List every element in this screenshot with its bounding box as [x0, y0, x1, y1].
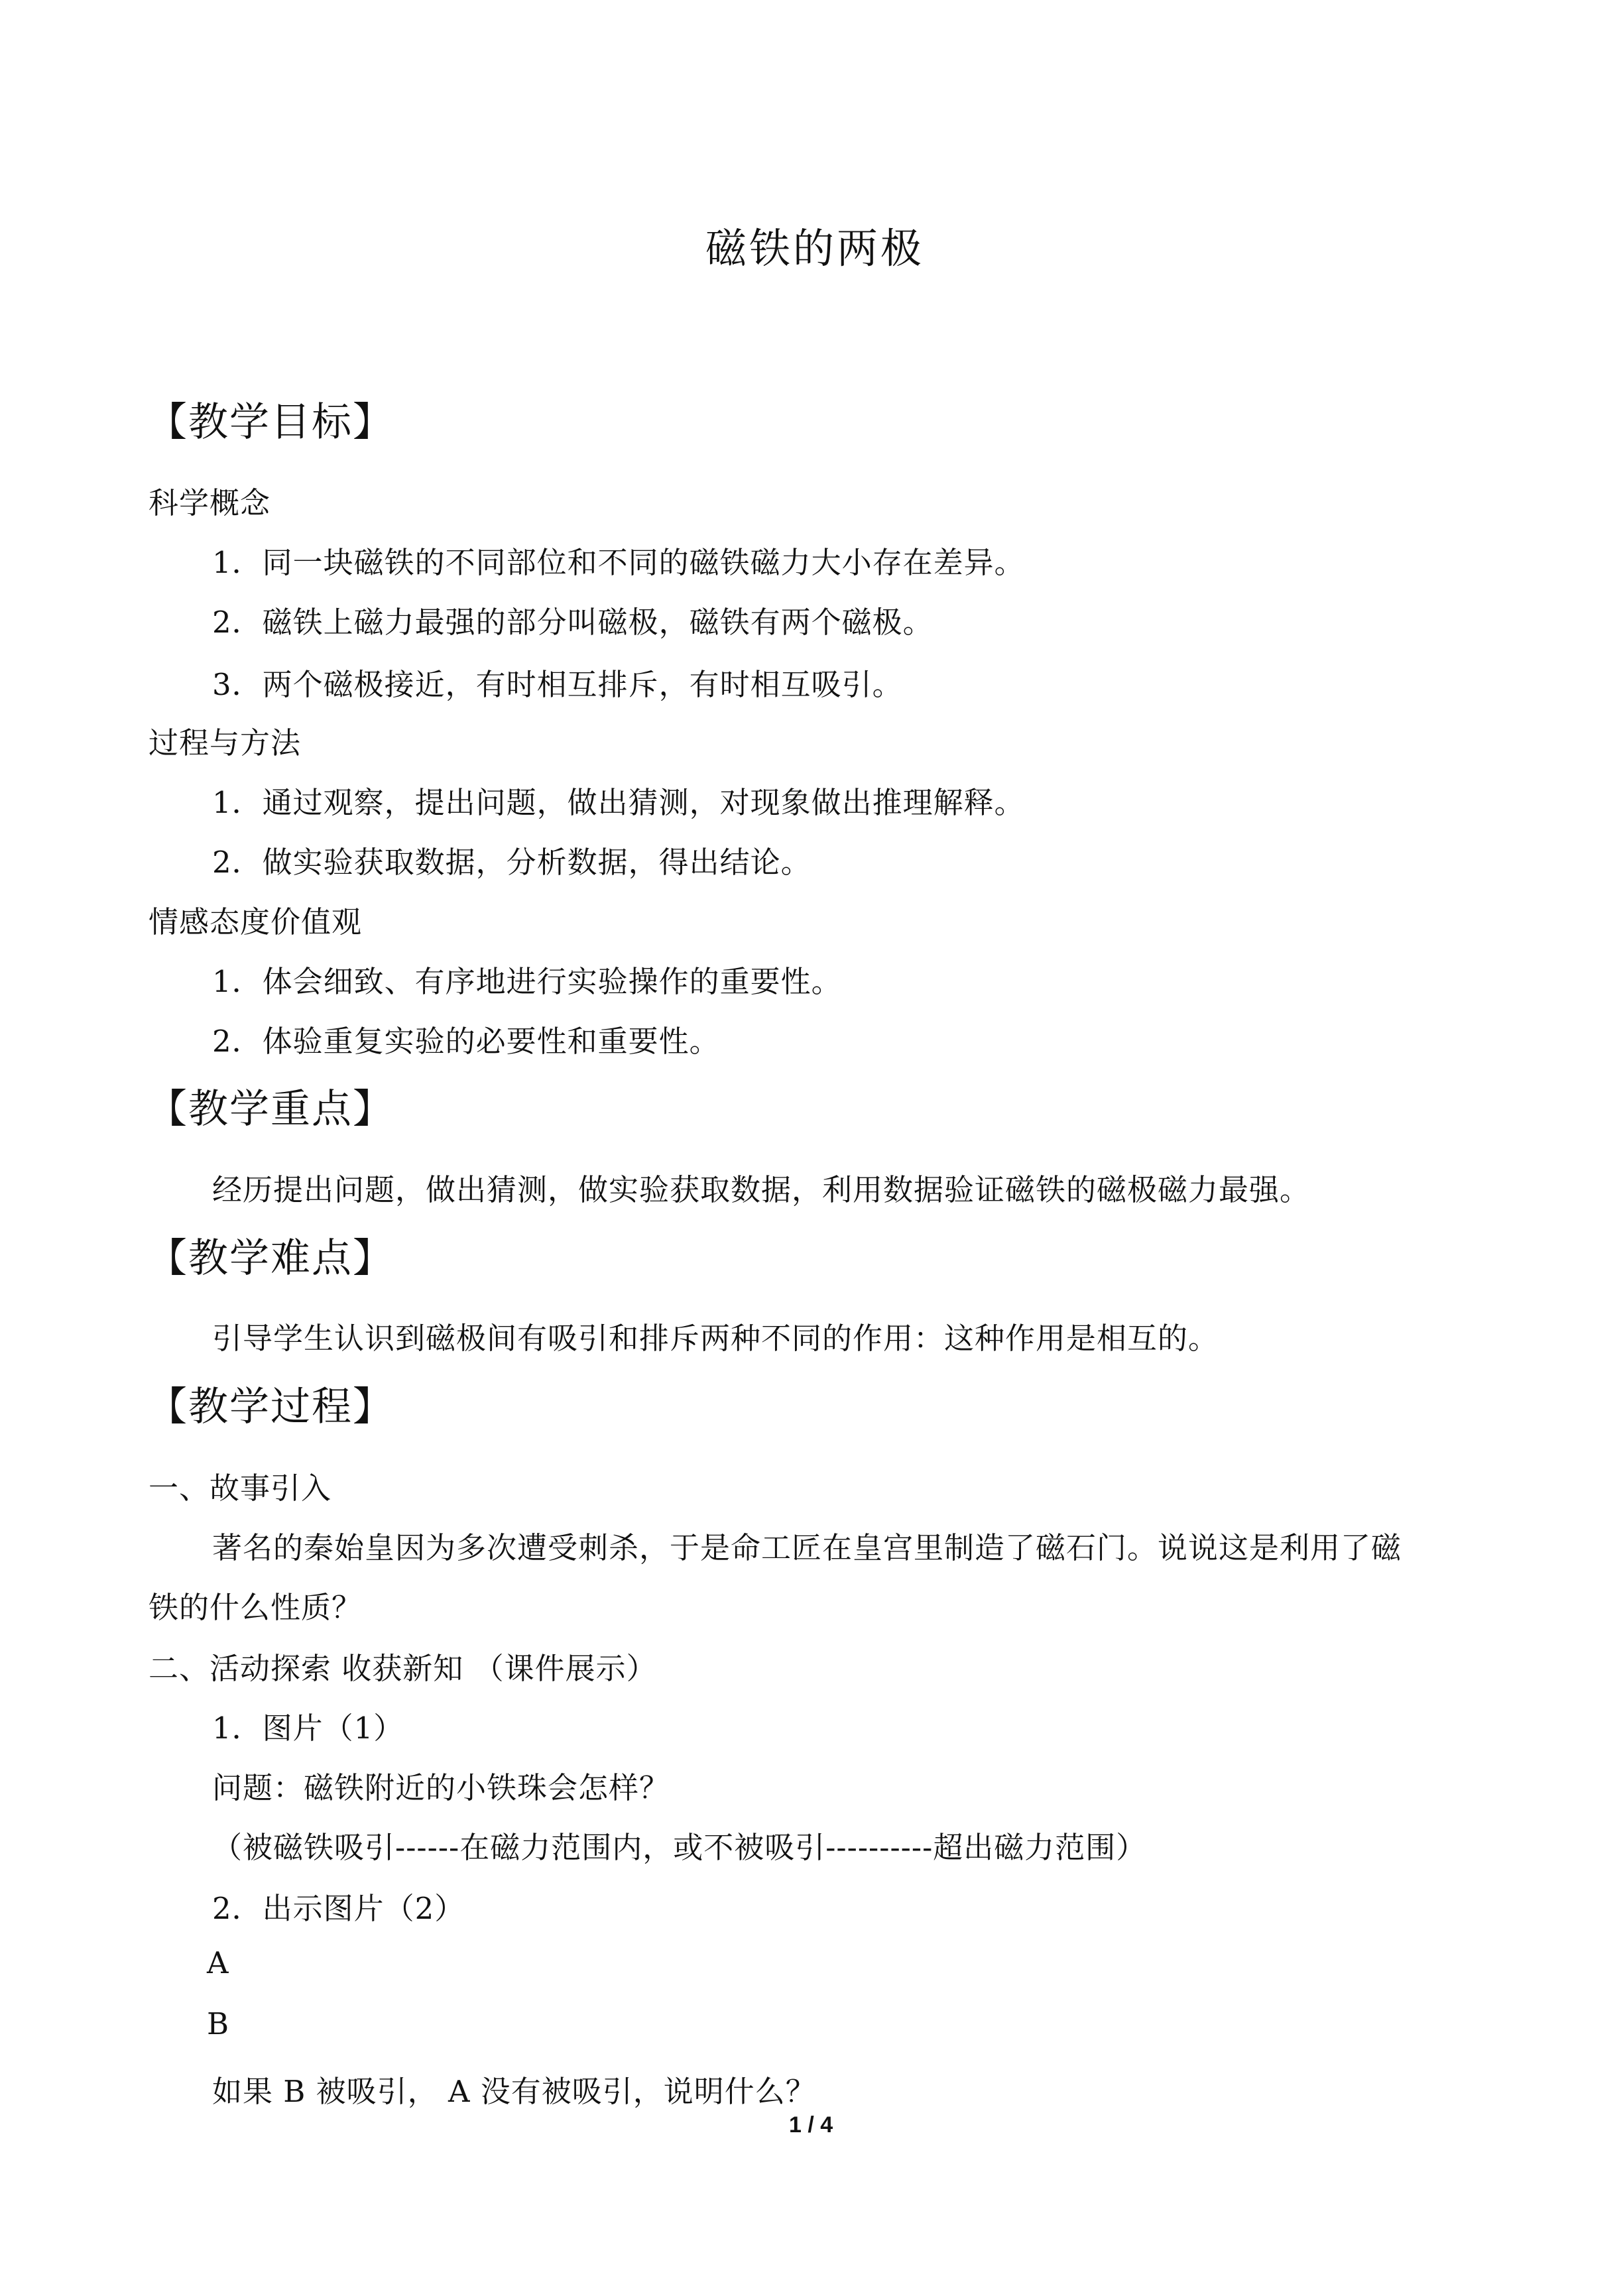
activity-if-question: 如果 B 被吸引， A 没有被吸引，说明什么？	[212, 2074, 816, 2109]
key-points-text: 经历提出问题，做出猜测，做实验获取数据，利用数据验证磁铁的磁极磁力最强。	[212, 1172, 1311, 1207]
label-a: A	[207, 1945, 229, 1980]
concept-item-1: 1．同一块磁铁的不同部位和不同的磁铁磁力大小存在差异。	[212, 545, 1025, 580]
activity-answer: （被磁铁吸引------在磁力范围内，或不被吸引----------超出磁力范围）	[212, 1830, 1147, 1865]
attitude-item-2: 2．体验重复实验的必要性和重要性。	[212, 1024, 720, 1059]
page-title: 磁铁的两极	[705, 224, 925, 272]
method-item-2: 2．做实验获取数据，分析数据，得出结论。	[212, 845, 812, 880]
story-text-line2: 铁的什么性质？	[149, 1590, 363, 1625]
story-text-line1: 著名的秦始皇因为多次遭受刺杀，于是命工匠在皇宫里制造了磁石门。说说这是利用了磁	[212, 1530, 1402, 1565]
section-activity-explore: 二、活动探索 收获新知 （课件展示）	[149, 1651, 657, 1686]
activity-picture-1: 1．图片（1）	[212, 1711, 404, 1746]
heading-teaching-process: 【教学过程】	[147, 1384, 394, 1430]
section-story-intro: 一、故事引入	[149, 1471, 332, 1506]
label-b: B	[207, 2006, 230, 2041]
subheading-science-concept: 科学概念	[149, 485, 271, 520]
subheading-attitude-values: 情感态度价值观	[149, 904, 363, 939]
concept-item-3: 3．两个磁极接近，有时相互排斥，有时相互吸引。	[212, 667, 903, 702]
difficulties-text: 引导学生认识到磁极间有吸引和排斥两种不同的作用：这种作用是相互的。	[212, 1321, 1219, 1356]
attitude-item-1: 1．体会细致、有序地进行实验操作的重要性。	[212, 964, 842, 999]
method-item-1: 1．通过观察，提出问题，做出猜测，对现象做出推理解释。	[212, 785, 1025, 820]
activity-picture-2: 2．出示图片（2）	[212, 1891, 465, 1926]
concept-item-2: 2．磁铁上磁力最强的部分叫磁极，磁铁有两个磁极。	[212, 605, 933, 640]
page-number: 1 / 4	[789, 2112, 833, 2138]
heading-difficulties: 【教学难点】	[147, 1235, 394, 1282]
heading-teaching-goals: 【教学目标】	[147, 399, 394, 446]
activity-question: 问题：磁铁附近的小铁珠会怎样？	[212, 1770, 670, 1805]
subheading-process-method: 过程与方法	[149, 725, 302, 760]
heading-key-points: 【教学重点】	[147, 1086, 394, 1132]
